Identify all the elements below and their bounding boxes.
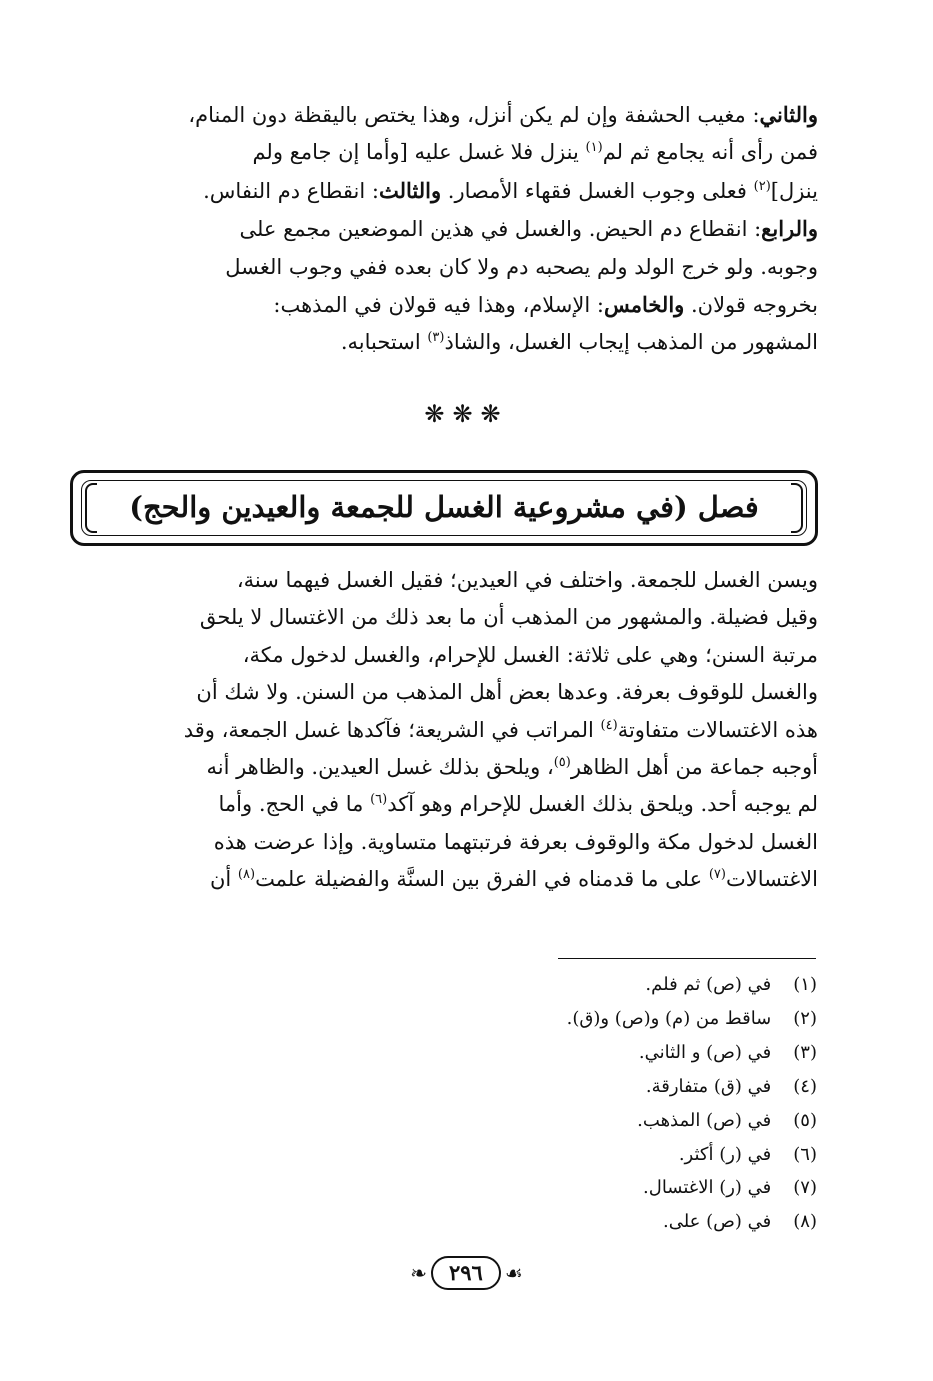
section-separator-stars: ❋❋❋ xyxy=(424,400,509,428)
footnote-item xyxy=(317,1070,817,1104)
footnote-ref-3[interactable]: (٣) xyxy=(427,330,445,346)
footnote-ref-6[interactable]: (٦) xyxy=(370,792,388,808)
paragraph-ghusl-rulings: ويسن الغسل للجمعة. واختلف في العيدين؛ فقيل الغسل فيهما سنة، وقيل فضيلة. والمشهور من المذهب أن ما بعد ذلك من الاغتسال لا يلحق مرتبة السنن؛ وهي على ثلاثة: الغسل للإحرام، والغسل لدخول مكة، والغسل للوقوف بعرفة. وعدها بعض أهل المذهب من السنن. ولا شك أن هذه الاغتسالات متفاوتة$^{(٤)}$ المراتب في الشريعة؛ فآكدها غسل الجمعة، وقد أوجبه جماعة من أهل الظاهر$^{(٥)}$، ويلحق بذلك غسل العيدين. والظاهر أنه لم يوجبه أحد. ويلحق بذلك الغسل للإحرام وهو آكد$^{(٦)}$ ما في الحج. وأما الغسل لدخول مكة والوقوف بعرفة فرتبتهما متساوية. وإذا عرضت هذه الاغتسالات$^{(٧)}$ على ما قدمناه في الفرق بين السنَّة والفضيلة علمت$^{(٨)}$ أن xyxy=(183,568,818,892)
ornament-right-icon: ☙ xyxy=(504,1261,523,1285)
footnote-text: في (ر) أكثر. xyxy=(678,1143,772,1165)
footnotes-list xyxy=(317,968,817,1239)
paragraph-conditions: والثاني: مغيب الحشفة وإن لم يكن أنزل، وهذا يختص باليقظة دون المنام، فمن رأى أنه يجامع ثم لم$^{(١)}$ ينزل فلا غسل عليه [وأما إن جامع ولم ينزل]$^{(٢)}$ فعلى وجوب الغسل فقهاء الأمصار. والثالث: انقطاع دم النفاس. والرابع: انقطاع دم الحيض. والغسل في هذين الموضعين مجمع على وجوبه. ولو خرج الولد ولم يصحبه دم ولا كان بعده ففي وجوب الغسل بخروجه قولان. والخامس: الإسلام، وهذا فيه قولان في المذهب: المشهور من المذهب إيجاب الغسل، والشاذ$^{(٣)}$ استحبابه. xyxy=(188,102,818,355)
footnote-ref-8[interactable]: (٨) xyxy=(237,867,256,883)
footnote-item xyxy=(317,1036,817,1070)
ornament-left-icon: ❧ xyxy=(410,1261,427,1285)
footnote-ref-7[interactable]: (٧) xyxy=(708,867,726,883)
section-title-frame xyxy=(70,470,818,546)
footnote-item xyxy=(317,1205,817,1239)
footnote-ref-4[interactable]: (٤) xyxy=(600,717,618,733)
footnote-text: ساقط من (م) و(ص) و(ق). xyxy=(566,1007,772,1029)
section-title: فصل (في مشروعية الغسل للجمعة والعيدين والحج) xyxy=(129,490,759,524)
term-fifth: والخامس xyxy=(603,292,685,318)
footnote-item xyxy=(317,1104,817,1138)
footnote-ref-5[interactable]: (٥) xyxy=(553,755,571,771)
footnote-number: (٦) xyxy=(793,1143,817,1165)
footnote-item xyxy=(317,1171,817,1205)
footnote-number: (٨) xyxy=(793,1211,817,1233)
footnote-number: (٥) xyxy=(793,1109,817,1131)
footnote-text: في (ر) الاغتسال. xyxy=(643,1177,772,1199)
footnote-number: (٢) xyxy=(793,1007,817,1029)
footnote-text: في (ص) ثم فلم. xyxy=(645,974,772,995)
term-third: والثالث xyxy=(378,177,442,203)
footnote-number: (٤) xyxy=(793,1075,817,1097)
footnote-text: في (ص) و الثاني. xyxy=(638,1041,772,1063)
page-number-area xyxy=(0,1256,933,1290)
footnote-item xyxy=(317,1002,817,1036)
footnote-ref-1[interactable]: (١) xyxy=(585,140,603,156)
term-fourth: والرابع xyxy=(761,216,818,242)
footnote-text: في (ق) متفارقة. xyxy=(645,1075,772,1097)
footnote-text: في (ص) على. xyxy=(662,1211,772,1233)
footnote-text: في (ص) المذهب. xyxy=(637,1109,772,1131)
footnote-number: (٣) xyxy=(793,1041,817,1063)
page-number: ٢٩٦ xyxy=(431,1256,501,1290)
term-second: والثاني xyxy=(759,102,818,127)
footnote-number: (١) xyxy=(793,974,817,995)
footnote-divider xyxy=(558,958,816,959)
footnote-ref-2[interactable]: (٢) xyxy=(753,178,771,194)
footnote-number: (٧) xyxy=(793,1177,817,1199)
footnote-item xyxy=(317,1138,817,1172)
footnote-item xyxy=(317,968,817,1002)
